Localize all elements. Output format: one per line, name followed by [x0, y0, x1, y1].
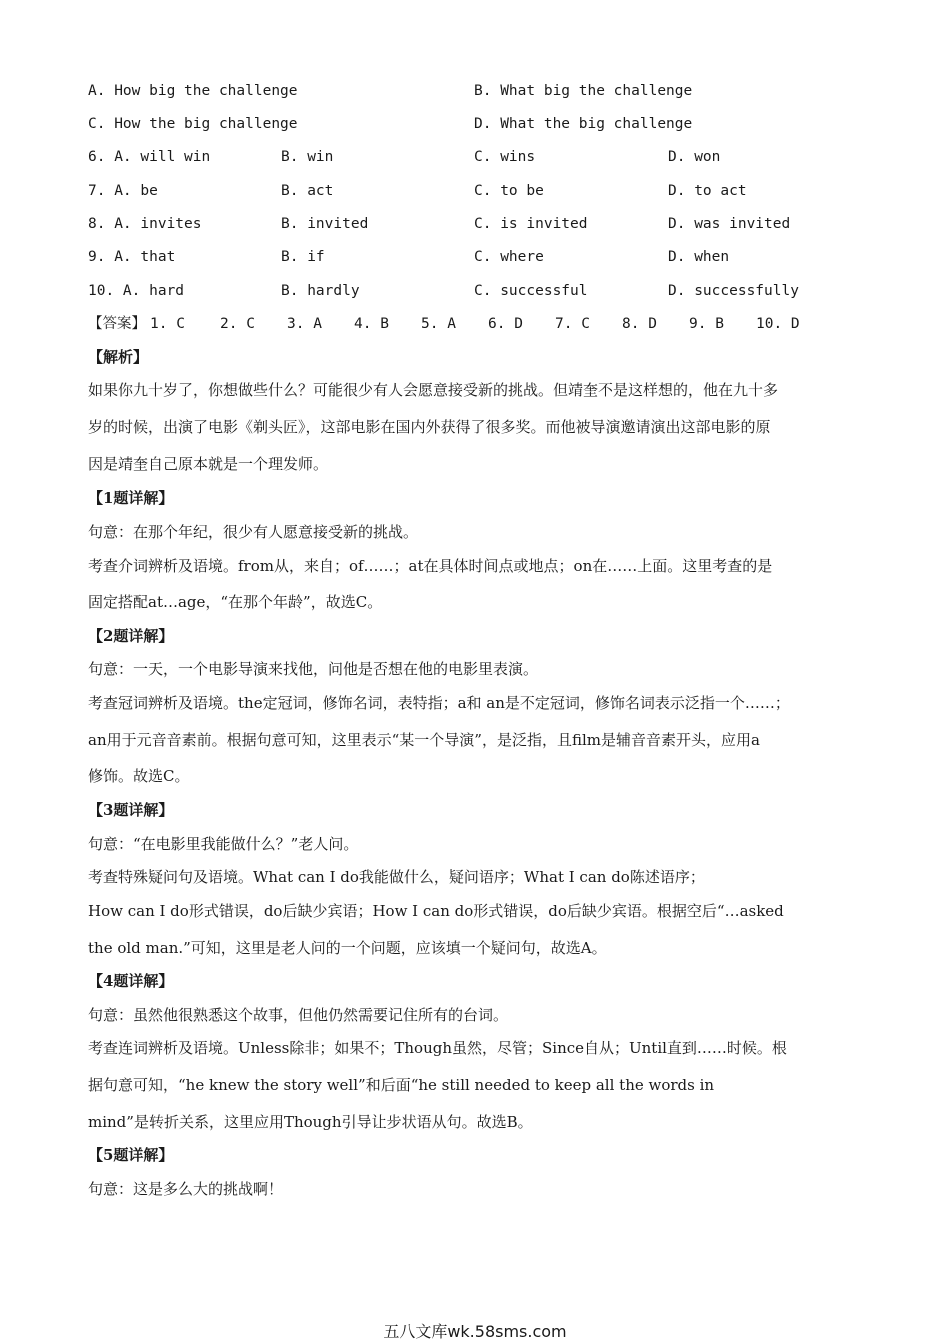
detail-meaning-q5: 句意：这是多么大的挑战啊！ — [88, 1180, 284, 1198]
option-q6-d: D. won — [668, 149, 721, 165]
option-q8-c: C. is invited — [474, 216, 588, 232]
detail-meaning-q4: 句意：虽然他很熟悉这个故事，但他仍然需要记住所有的台词。 — [88, 1006, 509, 1024]
detail-line-q4: mind”是转折关系，这里应用Though引导让步状语从句。故选B。 — [88, 1113, 533, 1131]
option-q10-b: B. hardly — [281, 283, 360, 299]
detail-line-q3: 考查特殊疑问句及语境。What can I do我能做什么，疑问语序；What I can do陈述语序； — [88, 868, 705, 886]
detail-line-q2: 修饰。故选C。 — [88, 767, 190, 785]
detail-line-q2: an用于元音音素前。根据句意可知，这里表示“某一个导演”，是泛指，且film是辅音音素开头，应用a — [88, 731, 760, 749]
answer-item: 1. C — [150, 316, 185, 332]
answer-item: 2. C — [220, 316, 255, 332]
detail-line-q1: 考查介词辨析及语境。from从，来自；of……；at在具体时间点或地点；on在……上面。这里考查的是 — [88, 557, 773, 575]
option-q6-c: C. wins — [474, 149, 536, 165]
option-q9-b: B. if — [281, 249, 325, 265]
option-q7-c: C. to be — [474, 183, 544, 199]
answer-item: 5. A — [421, 316, 456, 332]
option-q8-a: 8. A. invites — [88, 216, 202, 232]
option-q5-b: B. What big the challenge — [474, 83, 693, 99]
answer-item: 10. D — [756, 316, 800, 332]
answer-item: 9. B — [689, 316, 724, 332]
detail-line-q4: 考查连词辨析及语境。Unless除非；如果不；Though虽然，尽管；Since自从；Until直到……时候。根 — [88, 1039, 787, 1057]
option-q9-d: D. when — [668, 249, 730, 265]
detail-heading-q4: 【4题详解】 — [88, 972, 174, 990]
detail-heading-q1: 【1题详解】 — [88, 489, 174, 507]
detail-meaning-q3: 句意：“在电影里我能做什么？”老人问。 — [88, 835, 359, 853]
option-q6-b: B. win — [281, 149, 334, 165]
option-q5-c: C. How the big challenge — [88, 116, 298, 132]
option-q7-d: D. to act — [668, 183, 747, 199]
footer-watermark: 五八文库wk.58sms.com — [383, 1322, 567, 1341]
answer-item: 7. C — [555, 316, 590, 332]
option-q9-a: 9. A. that — [88, 249, 176, 265]
option-q6-a: 6. A. will win — [88, 149, 211, 165]
answer-label: 【答案】 — [88, 316, 146, 332]
analysis-heading: 【解析】 — [88, 348, 149, 366]
analysis-line: 因是靖奎自己原本就是一个理发师。 — [88, 455, 329, 473]
answer-item: 4. B — [354, 316, 389, 332]
detail-line-q3: the old man.”可知，这里是老人问的一个问题，应该填一个疑问句，故选A。 — [88, 939, 607, 957]
answer-item: 6. D — [488, 316, 523, 332]
option-q8-d: D. was invited — [668, 216, 791, 232]
option-q10-a: 10. A. hard — [88, 283, 185, 299]
detail-meaning-q2: 句意：一天，一个电影导演来找他，问他是否想在他的电影里表演。 — [88, 660, 539, 678]
answer-row — [88, 314, 848, 334]
option-q5-a: A. How big the challenge — [88, 83, 298, 99]
option-q10-c: C. successful — [474, 283, 588, 299]
option-q9-c: C. where — [474, 249, 544, 265]
detail-line-q1: 固定搭配at…age，“在那个年龄”，故选C。 — [88, 593, 383, 611]
detail-line-q3: How can I do形式错误，do后缺少宾语；How I can do形式错误，do后缺少宾语。根据空后“…asked — [88, 902, 784, 920]
analysis-line: 如果你九十岁了，你想做些什么？可能很少有人会愿意接受新的挑战。但靖奎不是这样想的，他在九十多 — [88, 381, 779, 399]
option-q7-a: 7. A. be — [88, 183, 158, 199]
option-q5-d: D. What the big challenge — [474, 116, 693, 132]
answer-item: 3. A — [287, 316, 322, 332]
detail-line-q2: 考查冠词辨析及语境。the定冠词，修饰名词，表特指；a和 an是不定冠词，修饰名词表示泛指一个……； — [88, 694, 790, 712]
detail-heading-q5: 【5题详解】 — [88, 1146, 174, 1164]
answer-item: 8. D — [622, 316, 657, 332]
detail-heading-q2: 【2题详解】 — [88, 627, 174, 645]
detail-meaning-q1: 句意：在那个年纪，很少有人愿意接受新的挑战。 — [88, 523, 419, 541]
detail-line-q4: 据句意可知，“he knew the story well”和后面“he still needed to keep all the words in — [88, 1076, 715, 1094]
option-q8-b: B. invited — [281, 216, 369, 232]
analysis-line: 岁的时候，出演了电影《剃头匠》，这部电影在国内外获得了很多奖。而他被导演邀请演出这部电影的原 — [88, 418, 771, 436]
option-q10-d: D. successfully — [668, 283, 799, 299]
detail-heading-q3: 【3题详解】 — [88, 801, 174, 819]
option-q7-b: B. act — [281, 183, 334, 199]
